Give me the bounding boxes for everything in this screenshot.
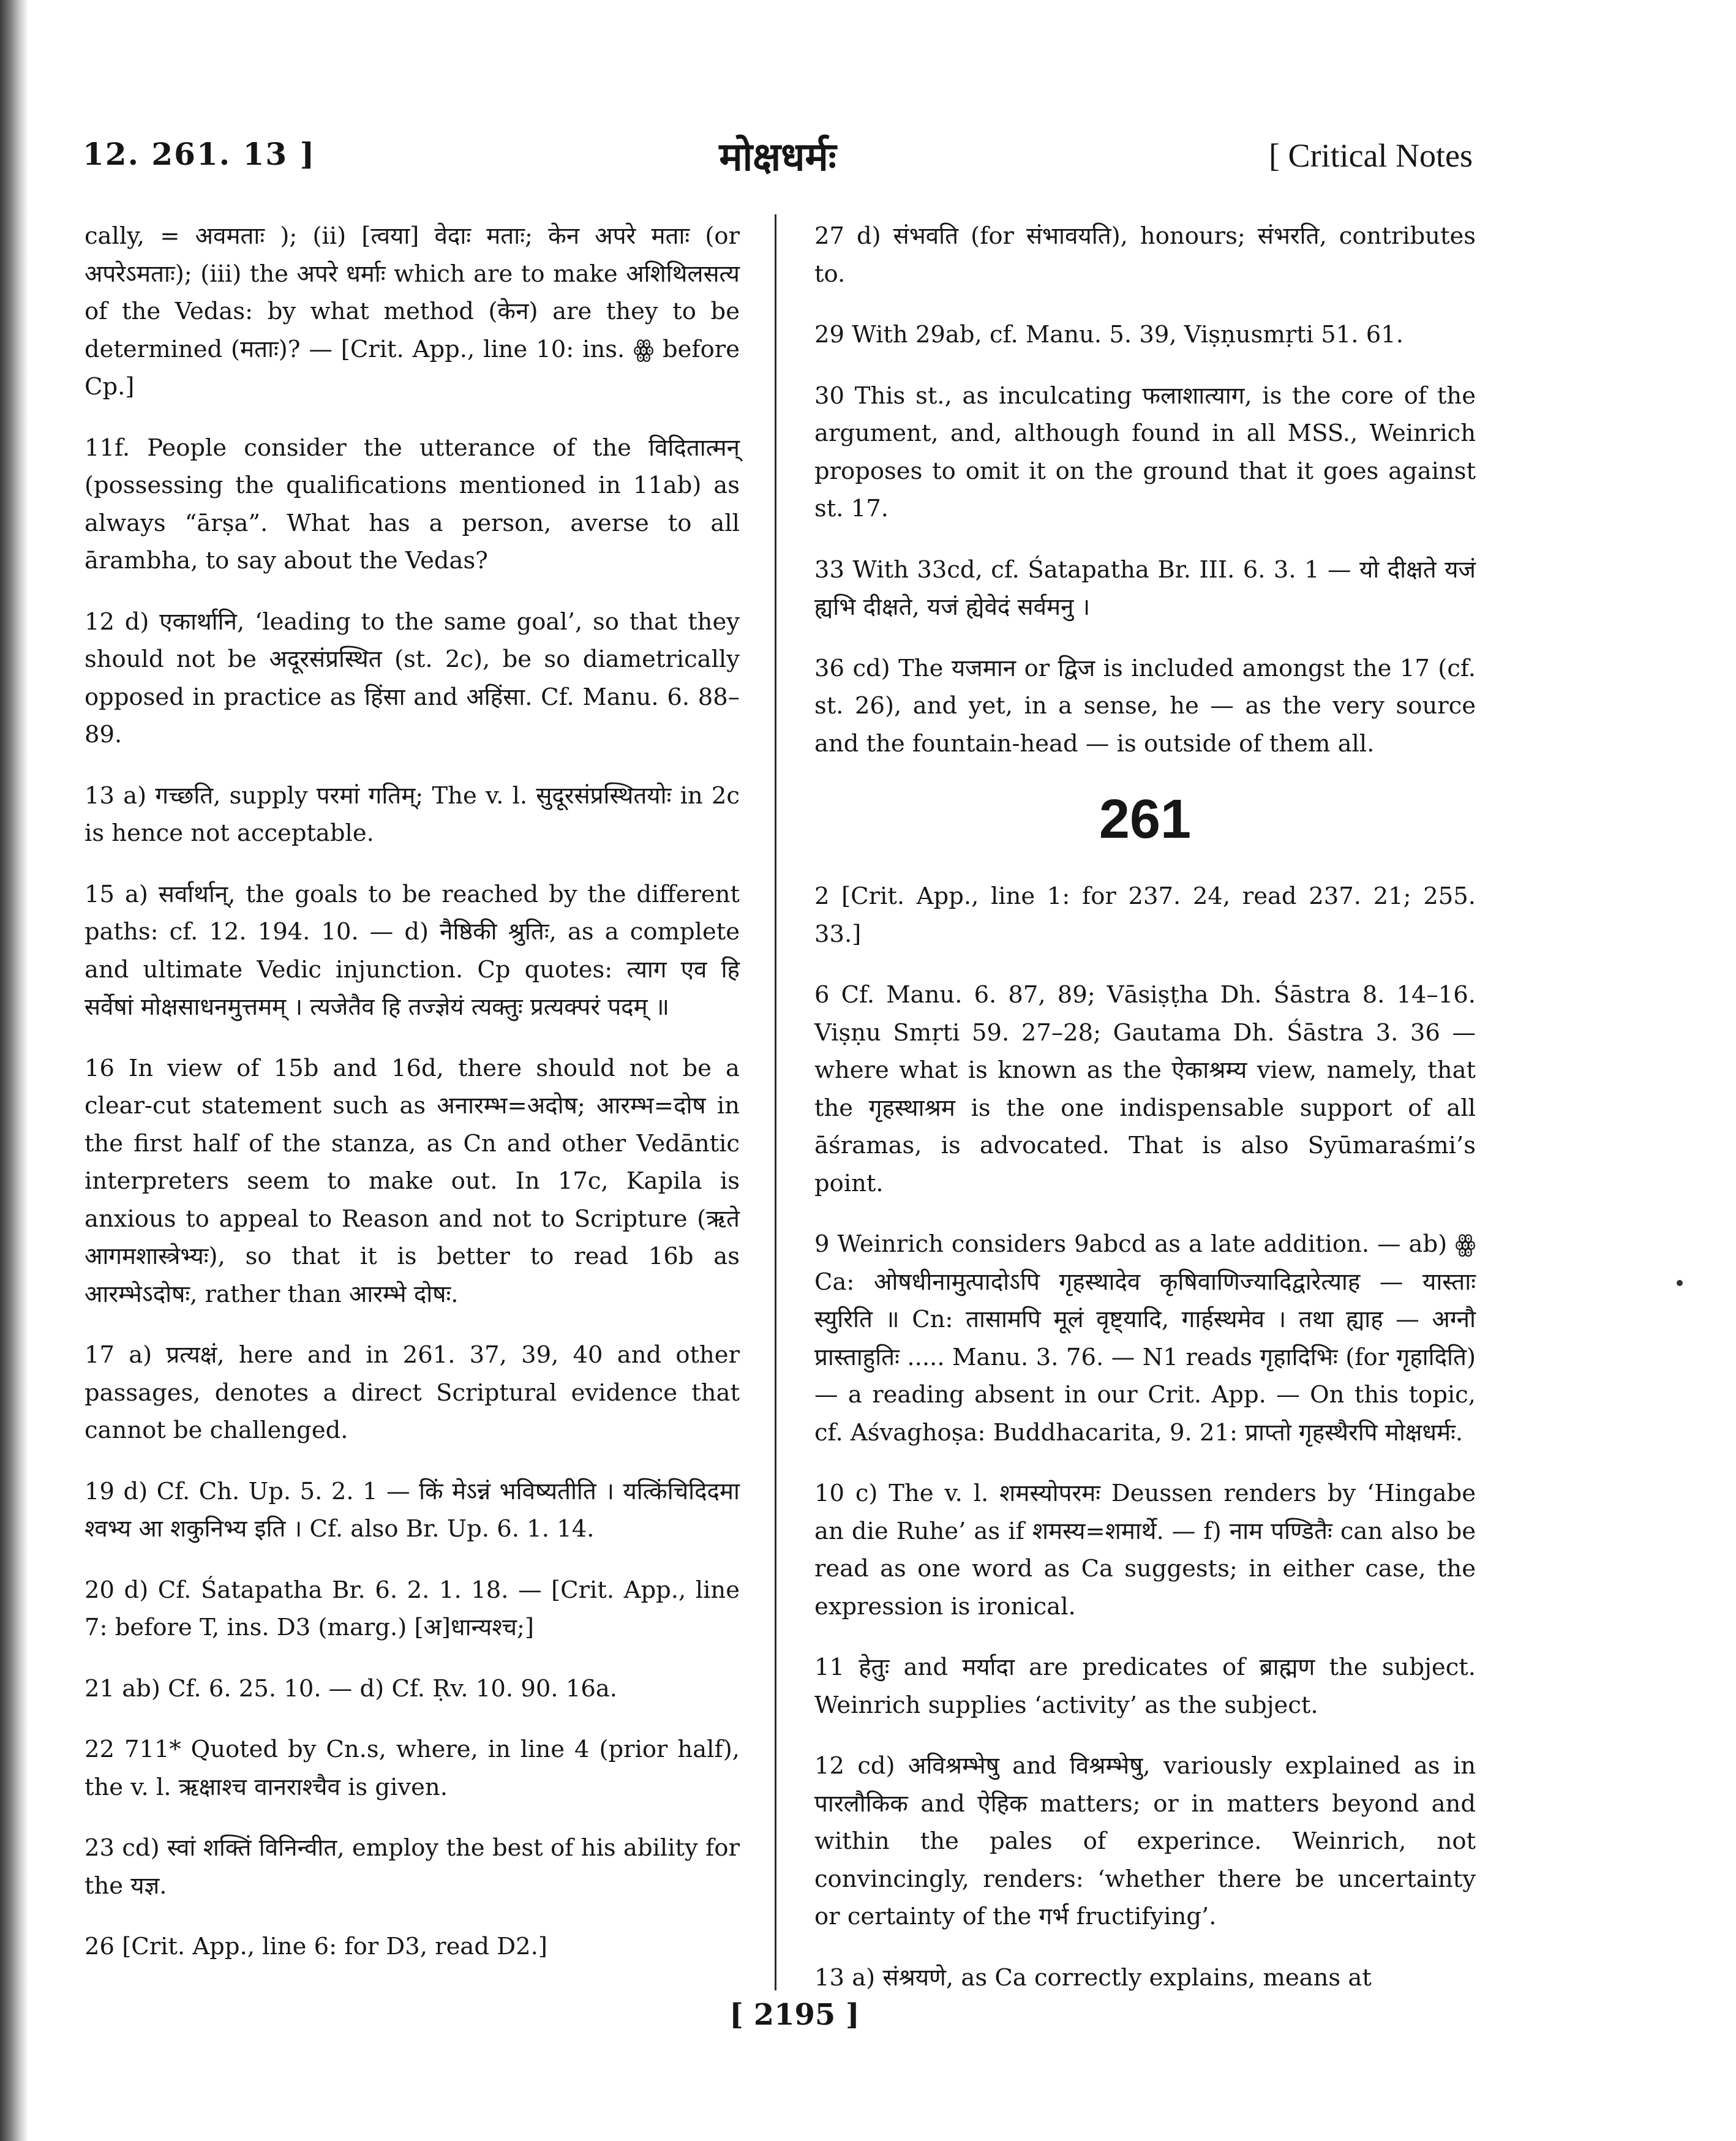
header-reference: 12. 261. 13 ]	[83, 136, 316, 172]
note-paragraph: 9 Weinrich considers 9abcd as a late addition. — ab) ꙮ Ca: ओषधीनामुत्पादोऽपि गृहस्थादेव कृषिवाणिज्यादिद्वारेत्याह — यास्ताः स्युरिति ॥ Cn: तासामपि मूलं वृष्ट्यादि, गार्हस्थमेव । तथा ह्याह — अग्नौ प्रास्ताहुतिः ..... Manu. 3. 76. — N1 reads गृहादिभिः (for गृहादिति) — a reading absent in our Crit. App. — On this topic, cf. Aśvaghoṣa: Buddhacarita, 9. 21: प्राप्तो गृहस्थैरपि मोक्षधर्मः.	[814, 1230, 1476, 1447]
note-paragraph: 13 a) गच्छति, supply परमां गतिम्; The v. l. सुदूरसंप्रस्थितयोः in 2c is hence not acceptable.	[85, 781, 740, 847]
note-paragraph: 36 cd) The यजमान or द्विज is included amongst the 17 (cf. st. 26), and yet, in a sense, he — as the very source and the fountain-head — is outside of them all.	[814, 654, 1476, 758]
note-paragraph: 21 ab) Cf. 6. 25. 10. — d) Cf. Ṛv. 10. 90. 16a.	[85, 1674, 618, 1703]
note-paragraph: 12 cd) अविश्रम्भेषु and विश्रम्भेषु, variously explained as in पारलौकिक and ऐहिक matters; or in matters beyond and within the pales of experince. Weinrich, not convincingly, renders: ‘whether there be uncertainty or certainty of the गर्भ fructifying’.	[814, 1752, 1476, 1930]
page-number: [ 2195 ]	[729, 1998, 860, 2032]
left-column	[85, 217, 740, 1989]
right-notes-chapter-261	[814, 878, 1476, 1996]
note-paragraph: 16 In view of 15b and 16d, there should not be a clear-cut statement such as अनारम्भ=अदोष; आरम्भ=दोष in the first half of the stanza, as Cn and other Vedāntic interpreters seem to make out. In 17c, Kapila is anxious to appeal to Reason and not to Scripture (ऋते आगमशास्त्रेभ्यः), so that it is better to read 16b as आरम्भेऽदोषः, rather than आरम्भे दोषः.	[85, 1054, 740, 1308]
column-divider	[775, 214, 776, 1990]
note-paragraph: 17 a) प्रत्यक्षं, here and in 261. 37, 39, 40 and other passages, denotes a direct Scriptural evidence that cannot be challenged.	[85, 1341, 740, 1444]
note-paragraph: 11 हेतुः and मर्यादा are predicates of ब्राह्मण the subject. Weinrich supplies ‘activity’ as the subject.	[814, 1654, 1476, 1719]
note-paragraph: 10 c) The v. l. शमस्योपरमः Deussen renders by ‘Hingabe an die Ruhe’ as if शमस्य=शमार्थे. — f) नाम पण्डितैः can also be read as one word as Ca suggests; in either case, the expression is ironical.	[814, 1480, 1476, 1620]
right-column	[814, 217, 1476, 2020]
note-paragraph: 30 This st., as inculcating फलाशात्याग, is the core of the argument, and, although found in all MSS., Weinrich proposes to omit it on the ground that it goes against st. 17.	[814, 382, 1476, 522]
note-paragraph: 2 [Crit. App., line 1: for 237. 24, read 237. 21; 255. 33.]	[814, 882, 1476, 948]
note-paragraph: 20 d) Cf. Śatapatha Br. 6. 2. 1. 18. — [Crit. App., line 7: before T, ins. D3 (marg.) [अ]धान्यश्च;]	[85, 1576, 740, 1641]
note-paragraph: 29 With 29ab, cf. Manu. 5. 39, Viṣṇusmṛti 51. 61.	[814, 321, 1403, 348]
running-header	[83, 129, 1473, 184]
scan-speck	[1677, 1280, 1683, 1286]
note-paragraph: 33 With 33cd, cf. Śatapatha Br. III. 6. 3. 1 — यो दीक्षते यजं ह्यभि दीक्षते, यजं ह्येवेदं सर्वमनु ।	[814, 555, 1476, 621]
note-paragraph: 11f. People consider the utterance of the विदितात्मन् (possessing the qualifications mentioned in 11ab) as always “ārṣa”. What has a person, averse to all ārambha, to say about the Vedas?	[85, 434, 740, 574]
right-notes-chapter-260	[814, 217, 1476, 762]
note-paragraph: 6 Cf. Manu. 6. 87, 89; Vāsiṣṭha Dh. Śāstra 8. 14–16. Viṣṇu Smṛti 59. 27–28; Gautama Dh. Śāstra 3. 36 — where what is known as the ऐकाश्रम्य view, namely, that the गृहस्थाश्रम is the one indispensable support of all āśramas, is advocated. That is also Syūmaraśmi’s point.	[814, 981, 1476, 1197]
note-paragraph: 22 711* Quoted by Cn.s, where, in line 4 (prior half), the v. l. ऋक्षाश्च वानराश्चैव is given.	[85, 1736, 740, 1801]
note-paragraph: 15 a) सर्वार्थान्, the goals to be reached by the different paths: cf. 12. 194. 10. — d) नैष्ठिकी श्रुतिः, as a complete and ultimate Vedic injunction. Cp quotes: त्याग एव हि सर्वेषां मोक्षसाधनमुत्तमम् । त्यजेतैव हि तज्ज्ञेयं त्यक्तुः प्रत्यक्परं पदम् ॥	[85, 880, 740, 1021]
note-paragraph: 19 d) Cf. Ch. Up. 5. 2. 1 — किं मेऽन्नं भविष्यतीति । यत्किंचिदिदमा श्वभ्य आ शकुनिभ्य इति । Cf. also Br. Up. 6. 1. 14.	[85, 1477, 740, 1543]
section-number: 261	[1099, 789, 1192, 850]
note-paragraph: 27 d) संभवति (for संभावयति), honours; संभरति, contributes to.	[814, 222, 1476, 288]
note-paragraph: 13 a) संश्रयणे, as Ca correctly explains, means at	[814, 1963, 1372, 1992]
note-paragraph: 12 d) एकार्थानि, ‘leading to the same goal’, so that they should not be अदूरसंप्रस्थित (st. 2c), be so diametrically opposed in practice as हिंसा and अहिंसा. Cf. Manu. 6. 88–89.	[85, 608, 740, 748]
note-paragraph: cally, = अवमताः ); (ii) [त्वया] वेदाः मताः; केन अपरे मताः (or अपरेऽमताः); (iii) the अपरे धर्माः which are to make अशिथिलसत्य of the Vedas: by what method (केन) are they to be determined (मताः)? — [Crit. App., line 10: ins. ꙮ before Cp.]	[85, 222, 740, 401]
note-paragraph: 26 [Crit. App., line 6: for D3, read D2.]	[85, 1933, 547, 1960]
header-title: मोक्षधर्मः	[719, 134, 836, 180]
note-paragraph: 23 cd) स्वां शक्तिं विनिन्वीत, employ the best of his ability for the यज्ञ.	[85, 1834, 740, 1900]
book-binding-shadow	[0, 0, 28, 2141]
header-section: [ Critical Notes	[1269, 137, 1473, 174]
